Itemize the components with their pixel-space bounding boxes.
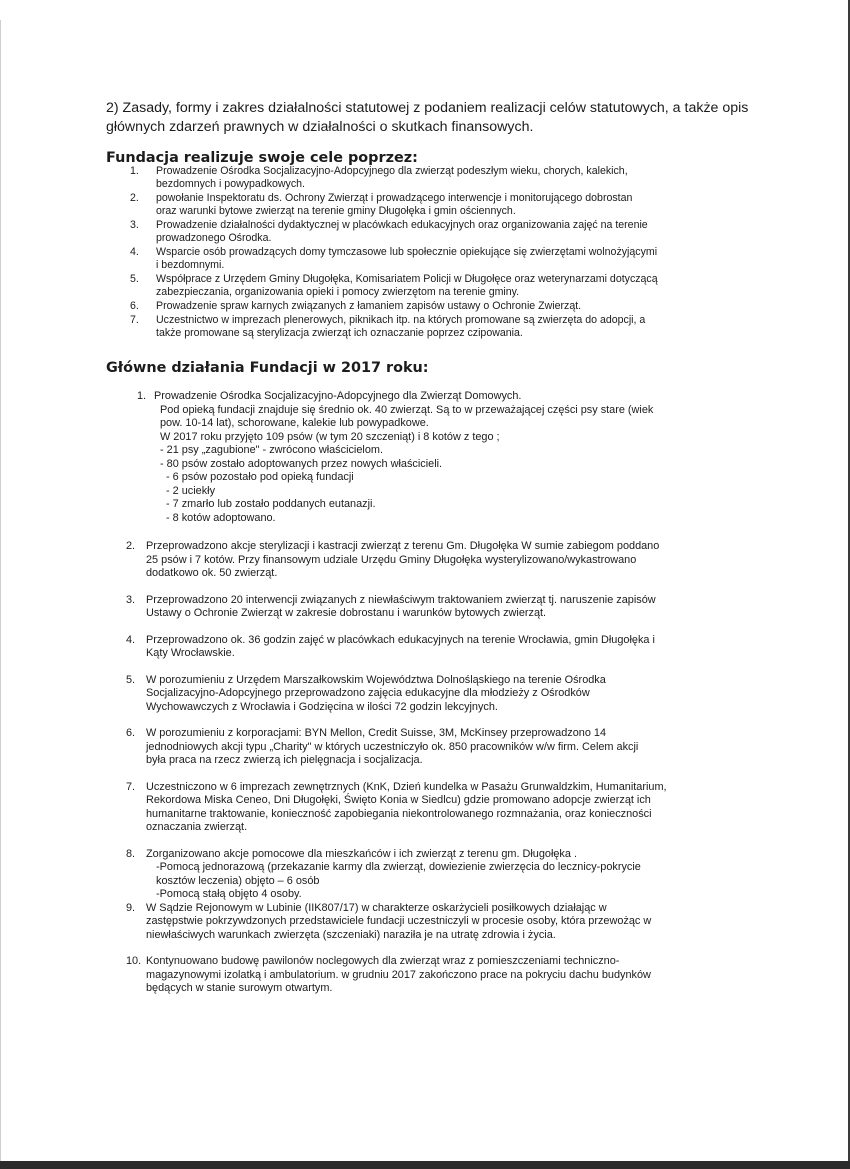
activity-text: Przeprowadzono akcje sterylizacji i kastracji zwierząt z terenu Gm. Długołęka W sumie zabiegom poddano [146,540,660,552]
goal-item [126,273,766,299]
activity-text: Rekordowa Miska Ceneo, Dni Długołęki, Święto Konia w Siedlcu) gdzie promowano adopcje zwierząt ich [146,794,651,806]
goal-number: 1. [130,165,139,177]
activity-text: Socjalizacyjno-Adopcyjnego przeprowadzono zajęcia edukacyjne dla młodzieży z Ośrodków [146,687,590,699]
activity-subitem: - 6 psów pozostało pod opieką fundacji [166,471,354,483]
goal-item [126,219,766,245]
goal-text: powołanie Inspektoratu ds. Ochrony Zwierząt i prowadzącego interwencje i monitorującego dobrostan [156,192,633,204]
activity-subitem: - 21 psy „zagubione" - zwrócono właścicielom. [160,444,383,456]
activity-item [126,848,746,902]
activity-number: 5. [126,673,136,686]
activity-text: 25 psów i 7 kotów. Przy finansowym udziale Urzędu Gminy Długołęka wysterylizowano/wykastrowano [146,553,637,566]
activity-subitem: -Pomocą jednorazową (przekazanie karmy dla zwierząt, dowiezienie zwierzęcia do lecznicy-pokrycie [156,861,641,873]
goal-item [126,246,766,272]
activity-number: 9. [126,901,136,914]
page-edge-bottom [0,1161,850,1169]
activity-subitem: - 2 uciekły [166,484,216,497]
activity-subitem: - 8 kotów adoptowano. [166,511,276,524]
activity-text: niewłaściwych warunkach zwierzęta (szczeniaki) naraziła je na utratę zdrowia i życia. [146,928,556,941]
activity-item [126,540,746,581]
activity-text: W porozumieniu z Urzędem Marszałkowskim Województwa Dolnośląskiego na terenie Ośrodka [146,673,606,686]
goal-text: i bezdomnymi. [156,259,225,271]
goals-list [126,165,766,341]
goal-item [126,300,766,313]
activity-item [126,727,746,768]
goal-item [126,165,766,191]
goal-number: 6. [130,300,139,312]
activity-item [126,902,746,943]
activity-item [126,634,746,661]
activity-text: będących w stanie surowym otwartym. [146,982,333,994]
goal-text: prowadzonego Ośrodka. [156,232,272,244]
activity-text: zastępstwie pokrzywdzonych przedstawiciele fundacji uczestniczyli w procesie osoby, która przewożąc w [146,915,652,927]
activity-text: W 2017 roku przyjęto 109 psów (w tym 20 szczeniąt) i 8 kotów z tego ; [160,430,500,443]
goals-heading: Fundacja realizuje swoje cele poprzez: [106,150,418,166]
goal-number: 7. [130,314,139,326]
activity-item [126,594,746,621]
activity-text: Zorganizowano akcje pomocowe dla mieszkańców i ich zwierząt z terenu gm. Długołęka . [146,847,577,860]
goal-text: zabezpieczania, organizowania opieki i pomocy zwierzętom na terenie gminy. [156,286,520,298]
activity-number: 7. [126,780,136,793]
activity-text: Pod opieką fundacji znajduje się średnio ok. 40 zwierząt. Są to w przeważającej części psy stare (wiek [160,403,654,416]
activity-text: oznaczania zwierząt. [146,821,248,833]
activity-subitem: kosztów leczenia) objęto – 6 osób [156,874,320,887]
activity-number: 10. [126,955,142,967]
activity-text: Uczestniczono w 6 imprezach zewnętrznych (KnK, Dzień kundelka w Pasażu Grunwaldzkim, Humanitarium, [146,780,667,793]
activity-text: Kontynuowano budowę pawilonów noclegowych dla zwierząt wraz z pomieszczeniami techniczno- [146,955,620,967]
goal-number: 2. [130,192,139,204]
activity-text: humanitarne traktowanie, konieczność zapobiegania niekontrolowanego rozmnażania, oraz konieczności [146,807,652,820]
goal-text: Wsparcie osób prowadzących domy tymczasowe lub społecznie opiekujące się zwierzętami wolnożyjącymi [156,246,658,258]
activity-subitem: - 7 zmarło lub zostało poddanych eutanazji. [166,498,376,510]
intro-paragraph: 2) Zasady, formy i zakres działalności statutowej z podaniem realizacji celów statutowych, a także opis głównych zdarzeń prawnych w działalności o skutkach finansowych. [106,100,749,135]
goal-text: oraz warunki bytowe zwierząt na terenie gminy Długołęka i gmin ościennych. [156,205,516,217]
goal-text: Prowadzenie Ośrodka Socjalizacyjno-Adopcyjnego dla zwierząt podeszłym wieku, chorych, kalekich, [156,165,628,177]
activity-number: 2. [126,540,136,552]
activity-number: 4. [126,633,136,646]
goal-text: Uczestnictwo w imprezach plenerowych, piknikach itp. na których promowane są zwierzęta do adopcji, a [156,314,646,326]
activity-text: Ustawy o Ochronie Zwierząt w zakresie dobrostanu i warunków bytowych zwierząt. [146,607,547,619]
goal-number: 3. [130,219,139,231]
activities-heading: Główne działania Fundacji w 2017 roku: [106,360,429,376]
page-edge-left [0,20,1,1169]
activity-subitem: - 80 psów zostało adoptowanych przez nowych właścicieli. [160,457,443,470]
activities-list [126,390,746,996]
activity-item [126,674,746,715]
activity-text: Wychowawczych z Wrocławia i Godzięcina w ilości 72 godzin lekcyjnych. [146,700,498,713]
activity-text: magazynowymi izolatką i ambulatorium. w grudniu 2017 zakończono prace na pokryciu dachu budynków [146,968,651,981]
goal-number: 5. [130,273,139,285]
activity-text: pow. 10-14 lat), schorowane, kalekie lub powypadkowe. [160,417,429,429]
goal-text: także promowane są sterylizacja zwierząt ich oznaczanie poprzez czipowania. [156,327,523,339]
activity-text: była praca na rzecz zwierzą ich pielęgnacja i socjalizacja. [146,754,423,766]
activity-text: Przeprowadzono ok. 36 godzin zajęć w placówkach edukacyjnych na terenie Wrocławia, gmin Długołęka i [146,633,655,646]
goal-text: Prowadzenie działalności dydaktycznej w placówkach edukacyjnych oraz organizowania zajęć na terenie [156,219,648,231]
activity-text: Przeprowadzono 20 interwencji związanych z niewłaściwym traktowaniem zwierząt tj. naruszenie zapisów [146,593,656,606]
goal-number: 4. [130,246,139,258]
activity-text: jednodniowych akcji typu „Charity" w których uczestniczyło ok. 850 pracowników w/w firm. Celem akcji [146,740,639,753]
goal-item [126,192,766,218]
activity-number: 1. [137,390,147,402]
activity-number: 6. [126,727,136,739]
activity-number: 8. [126,847,136,860]
activity-text: Prowadzenie Ośrodka Socjalizacyjno-Adopcyjnego dla Zwierząt Domowych. [154,390,522,402]
activity-text: dodatkowo ok. 50 zwierząt. [146,567,278,579]
activity-item [126,955,746,996]
activity-text: Kąty Wrocławskie. [146,647,235,659]
goal-text: Prowadzenie spraw karnych związanych z łamaniem zapisów ustawy o Ochronie Zwierząt. [156,300,582,312]
goal-item [126,314,766,340]
goal-text: Współprace z Urzędem Gminy Długołęka, Komisariatem Policji w Długołęce oraz weterynarzami dotyczącą [156,273,658,285]
activity-subitem: -Pomocą stałą objęto 4 osoby. [156,888,302,900]
goal-text: bezdomnych i powypadkowych. [156,178,305,190]
activity-item [126,781,746,835]
activity-number: 3. [126,593,136,606]
activity-text: W Sądzie Rejonowym w Lubinie (IIK807/17) w charakterze oskarżycieli posiłkowych działając w [146,901,607,914]
activity-item [130,390,750,525]
activity-text: W porozumieniu z korporacjami: BYN Mellon, Credit Suisse, 3M, McKinsey przeprowadzono 14 [146,727,607,739]
